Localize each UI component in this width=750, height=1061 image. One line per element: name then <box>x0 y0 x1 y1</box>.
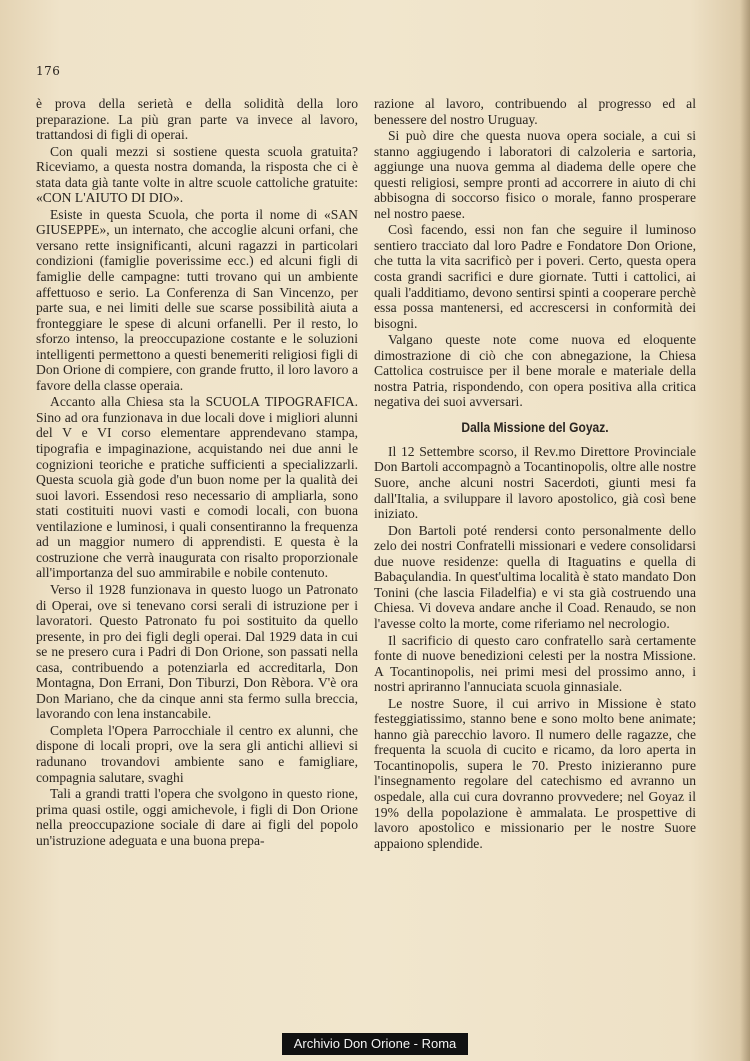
section-spacer <box>374 410 696 418</box>
paragraph: Don Bartoli poté rendersi conto personalmente dello zelo dei nostri Confratelli missionari e vedere consolidarsi due nuove residenze: quella di Itaguatins e quella di Babaçulandia. In quest'ultima località è stato mandato Don Tonini (che lascia Filadelfia) e vi sta già costruendo una Chiesa. Vi doveva andare anche il Coad. Renaudo, se non l'avesse colto la morte, come riferiamo nel necrologio. <box>374 522 696 631</box>
paragraph: è prova della serietà e della solidità della loro preparazione. La più gran parte va invece al lavoro, trattandosi di figli di operai. <box>36 96 358 143</box>
paragraph: Valgano queste note come nuova ed eloquente dimostrazione di ciò che con abnegazione, la Chiesa Cattolica costruisce per il bene morale e materiale della nostra Patria, rispondendo, con opera positiva alla critica negativa dei suoi avversari. <box>374 332 696 410</box>
paragraph: Il sacrificio di questo caro confratello sarà certamente fonte di nuove benedizioni celesti per la nostra Missione. A Tocantinopolis, nei primi mesi del prossimo anno, i nostri apriranno l'annuciata scuola ginnasiale. <box>374 632 696 695</box>
paragraph: Così facendo, essi non fan che seguire il luminoso sentiero tracciato dal loro Padre e Fondatore Don Orione, che tutta la vita sacrificò per i poveri. Certo, questa opera costa grandi sacrifici e dure giornate. Tutti i cattolici, ai quali l'additiamo, devono sentirsi spinti a cooperare perchè essa possa mantenersi, ed accrescersi in conformità dei bisogni. <box>374 222 696 331</box>
left-column <box>36 96 358 848</box>
paragraph: Con quali mezzi si sostiene questa scuola gratuita? Riceviamo, a questa nostra domanda, la risposta che ci è stata data già tante volte in altre scuole cattoliche gratuite: «CON L'AIUTO DI DIO». <box>36 143 358 206</box>
paragraph: Tali a grandi tratti l'opera che svolgono in questo rione, prima quasi ostile, oggi amichevole, i figli di Don Orione nella preoccupazione sociale di dare ai figli del popolo un'istruzione adeguata e una buona prepa- <box>36 786 358 848</box>
archive-label: Archivio Don Orione - Roma <box>282 1033 469 1055</box>
paragraph: Il 12 Settembre scorso, il Rev.mo Direttore Provinciale Don Bartoli accompagnò a Tocantinopolis, oltre alle nostre Suore, anche alcuni nostri Sacerdoti, giunti mesi fa dall'Italia, a sviluppare il lavoro apostolico, già così bene iniziato. <box>374 443 696 522</box>
section-spacer <box>374 436 696 444</box>
paragraph: Verso il 1928 funzionava in questo luogo un Patronato di Operai, ove si tenevano corsi serali di istruzione per i lavoratori. Questo Patronato fu poi sostituito da quello presente, in pro dei figli degli operai. Dal 1929 data in cui se ne presero cura i Padri di Don Orione, son passati nella casa, contribuendo a potenziarla ed accreditarla, Don Montagna, Don Errani, Don Tiburzi, Don Rèbora. V'è ora Don Mariano, che da cinque anni sta fermo sulla breccia, lavorando con lena instancabile. <box>36 581 358 722</box>
page-number: 176 <box>36 64 61 78</box>
paragraph: Completa l'Opera Parrocchiale il centro ex alunni, che dispone di locali propri, ove la sera gli antichi allievi si radunano trovandovi ambiente sano e famigliare, compagnia salutare, svaghi <box>36 722 358 785</box>
right-column <box>374 96 696 851</box>
paragraph: Si può dire che questa nuova opera sociale, a cui si stanno aggiugendo i laboratori di calzoleria e sartoria, aggiunge una nuova gemma al diadema delle opere che questi religiosi, sempre pronti ad accorrere in aiuto di chi abbisogna di soccorso fisico o morale, fanno prosperare nel nostro paese. <box>374 128 696 221</box>
archive-footer <box>0 1033 750 1055</box>
paragraph: razione al lavoro, contribuendo al progresso ed al benessere del nostro Uruguay. <box>374 96 696 127</box>
section-heading: Dalla Missione del Goyaz. <box>461 418 609 435</box>
page-edge-shadow <box>740 0 750 1061</box>
paragraph: Le nostre Suore, il cui arrivo in Missione è stato festeggiatissimo, stanno bene e sono molto bene animate; hanno già parecchio lavoro. Il numero delle ragazze, che frequenta la scuola di cucito e ricamo, da loro aperta in Tocantinopolis, supera le 70. Presto inizieranno pure l'insegnamento regolare del catechismo ed avranno un ospedale, alla cui cura dovranno provvedere; nel Goyaz il 19% della popolazione è ammalata. Le prospettive di lavoro apostolico e missionario per le nostre Suore appaiono splendide. <box>374 695 696 851</box>
paragraph: Esiste in questa Scuola, che porta il nome di «SAN GIUSEPPE», un internato, che accoglie alcuni orfani, che versano rette insignificanti, alcuni ragazzi in particolari condizioni (famiglie poverissime ecc.) ed alcuni figli di famiglie delle campagne: tutti trovano qui un ambiente affettuoso e serio. La Conferenza di San Vincenzo, per parte sua, e nei limiti delle sue scarse possibilità aiuta a fronteggiare le spese di alcuni orfanelli. Per il resto, lo sforzo intenso, la preoccupazione costante e le soluzioni intelligenti permettono a questi benemeriti religiosi figli di Don Orione di compiere, con grande frutto, il loro lavoro a favore della classe operaia. <box>36 206 358 393</box>
paragraph: Accanto alla Chiesa sta la SCUOLA TIPOGRAFICA. Sino ad ora funzionava in due locali dove i migliori alunni del V e VI corso elementare apprendevano stampa, tipografia e impaginazione, acquistando nei due anni le cognizioni teoriche e pratiche sufficienti a specializzarli. Questa scuola già gode d'un buon nome per la qualità dei suoi lavori. Essendosi reso necessario di ampliarla, sono stati costituiti nuovi vasti e comodi locali, con buona ventilazione e luminosi, i quali consentiranno la frequenza ad un maggior numero di apprendisti. E questa è la costruzione che verrà inaugurata con risalto proporzionale all'importanza del suo ammirabile e nobile contenuto. <box>36 394 358 581</box>
